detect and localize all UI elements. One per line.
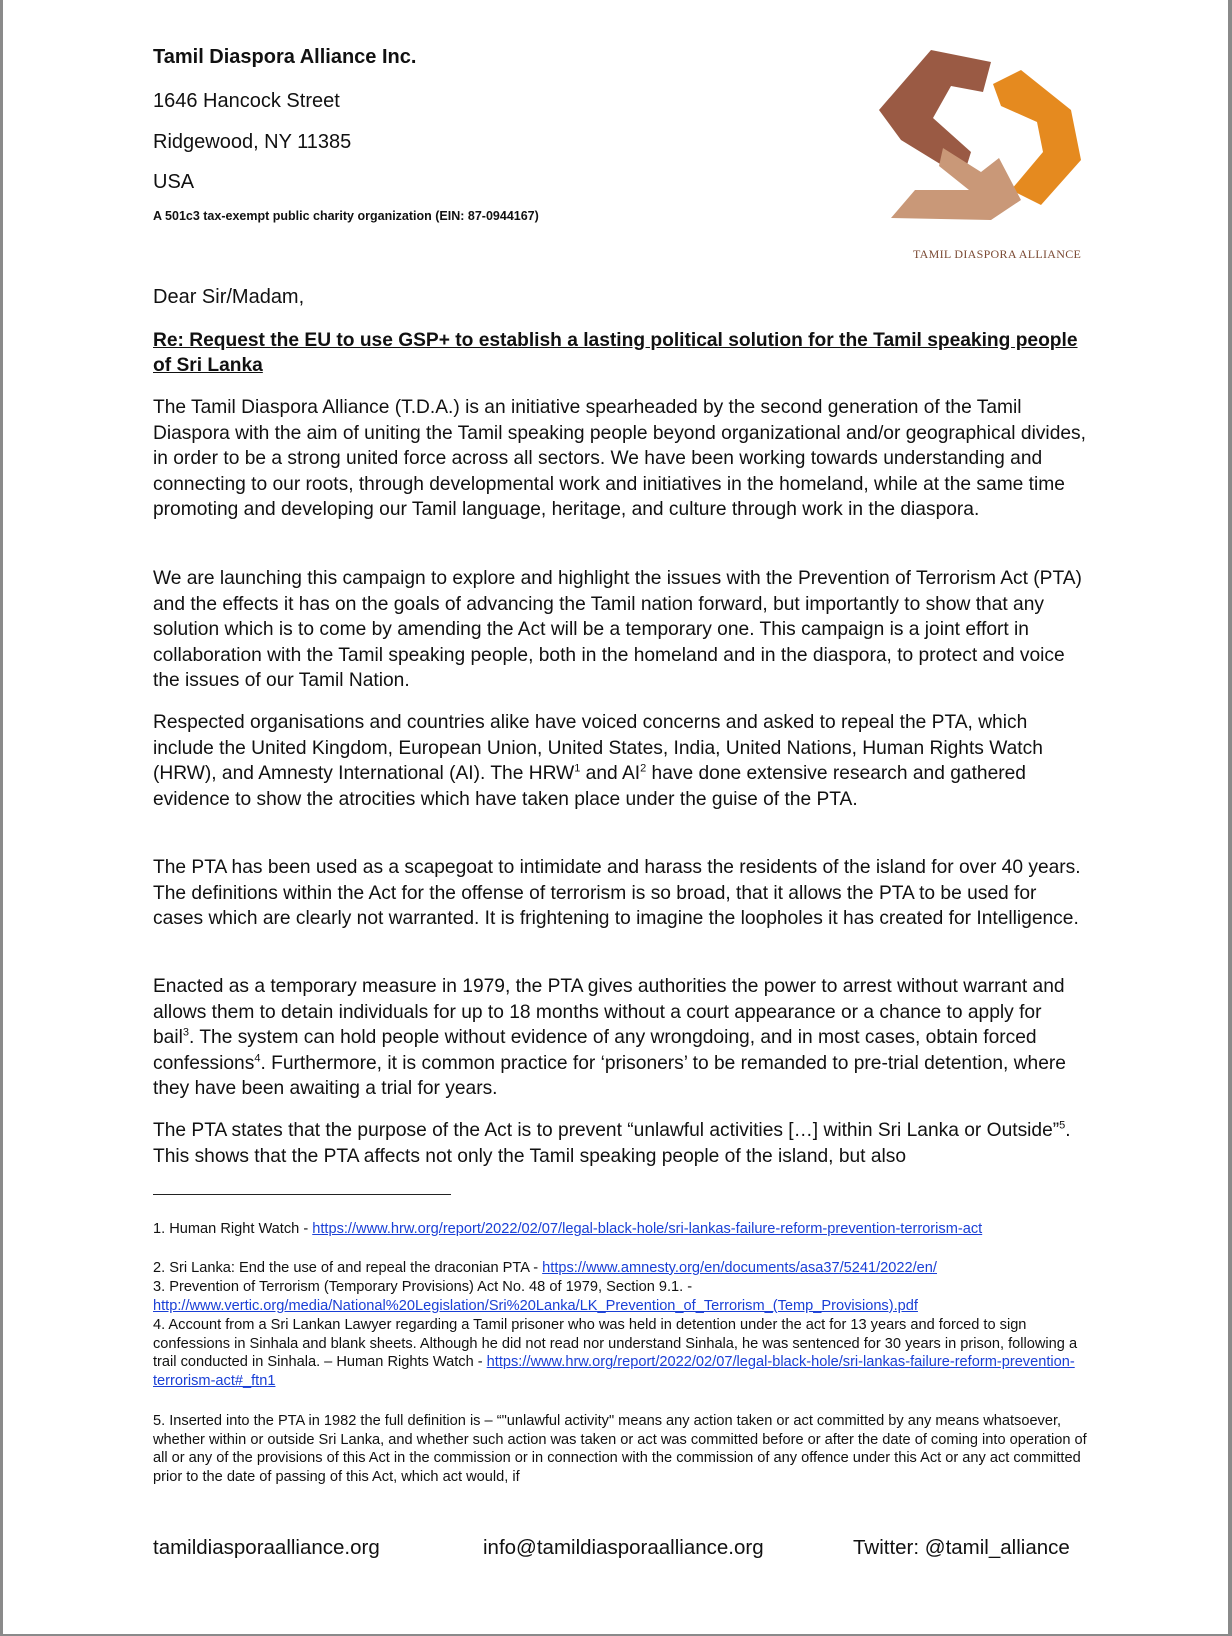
address-street: 1646 Hancock Street: [153, 90, 340, 112]
footnote-4: 4. Account from a Sri Lankan Lawyer regarding a Tamil prisoner who was held in detention under the act for 13 years and forced to sign confessions in Sinhala and blank sheets. Although he did not read nor understand Sinhala, he was sentenced for 30 years in prison, following a trail conducted in Sinhala. – Human Rights Watch - https://www.hrw.org/report/2022/02/07/legal-black-hole/sri-lankas-failure-reform-prevention-terrorism-act#_ftn1: [153, 1317, 1078, 1389]
org-name: Tamil Diaspora Alliance Inc.: [153, 46, 417, 68]
charity-note: A 501c3 tax-exempt public charity organization (EIN: 87-0944167): [153, 209, 539, 223]
footnote-3-link[interactable]: http://www.vertic.org/media/National%20Legislation/Sri%20Lanka/LK_Prevention_of_Terrorism_(Temp_Provisions).pdf: [153, 1297, 918, 1314]
footer-twitter[interactable]: Twitter: @tamil_alliance: [853, 1536, 1070, 1559]
salutation: Dear Sir/Madam,: [153, 286, 305, 308]
footer-email[interactable]: info@tamildiasporaalliance.org: [483, 1536, 764, 1559]
footnote-4-link[interactable]: https://www.hrw.org/report/2022/02/07/legal-black-hole/sri-lankas-failure-reform-prevention-terrorism-act#_ftn1: [153, 1354, 1075, 1389]
footnote-3: 3. Prevention of Terrorism (Temporary Provisions) Act No. 48 of 1979, Section 9.1. - http://www.vertic.org/media/National%20Legislation/Sri%20Lanka/LK_Prevention_of_Terrorism_(Temp_Provisions).pdf: [153, 1279, 918, 1314]
footnote-5: 5. Inserted into the PTA in 1982 the full definition is – “"unlawful activity" means any action taken or act committed by any means whatsoever, whether within or outside Sri Lanka, and whether such action was taken or act was committed before or after the date of coming into operation of all or any of the provisions of this Act in the commission or in connection with the commission of any offence under this Act or any act committed prior to the date of passing of this Act, which act would, if: [153, 1413, 1087, 1485]
address-country: USA: [153, 171, 195, 193]
address-city: Ridgewood, NY 11385: [153, 131, 352, 153]
letter-page: [3, 0, 1228, 1634]
footnote-1-link[interactable]: https://www.hrw.org/report/2022/02/07/legal-black-hole/sri-lankas-failure-reform-prevention-terrorism-act: [312, 1221, 983, 1237]
paragraph-6: The PTA states that the purpose of the Act is to prevent “unlawful activities […] within Sri Lanka or Outside”$^5$. This shows that the PTA affects not only the Tamil speaking people of the island, but also: [153, 1119, 1071, 1167]
footnote-2-link[interactable]: https://www.amnesty.org/en/documents/asa37/5241/2022/en/: [542, 1260, 937, 1276]
subject-line: Re: Request the EU to use GSP+ to establish a lasting political solution for the Tamil speaking people of Sri Lanka: [153, 330, 1078, 376]
paragraph-5: Enacted as a temporary measure in 1979, the PTA gives authorities the power to arrest without warrant and allows them to detain individuals for up to 18 months without a court appearance or a chance to apply for bail$^3$. The system can hold people without evidence of any wrongdoing, and in most cases, obtain forced confessions$^4$. Furthermore, it is common practice for ‘prisoners’ to be remanded to pre-trial detention, where they have been awaiting a trial for years.: [153, 976, 1066, 1100]
logo-caption: TAMIL DIASPORA ALLIANCE: [913, 247, 1082, 261]
paragraph-2: We are launching this campaign to explore and highlight the issues with the Prevention of Terrorism Act (PTA) and the effects it has on the goals of advancing the Tamil nation forward, but importantly to show that any solution which is to come by amending the Act will be a temporary one. This campaign is a joint effort in collaboration with the Tamil speaking people, both in the homeland and in the diaspora, to protect and voice the issues of our Tamil Nation.: [153, 568, 1082, 692]
paragraph-4: The PTA has been used as a scapegoat to intimidate and harass the residents of the island for over 40 years. The definitions within the Act for the offense of terrorism is so broad, that it allows the PTA to be used for cases which are clearly not warranted. It is frightening to imagine the loopholes it has created for Intelligence.: [153, 857, 1081, 930]
footnote-1: 1. Human Right Watch - https://www.hrw.org/report/2022/02/07/legal-black-hole/sri-lankas-failure-reform-prevention-terrorism-act: [153, 1221, 983, 1237]
footnote-divider: [153, 1194, 451, 1195]
logo-tan-shape: [891, 148, 1021, 220]
logo-brown-shape: [879, 50, 991, 178]
footnote-2: 2. Sri Lanka: End the use of and repeal the draconian PTA - https://www.amnesty.org/en/documents/asa37/5241/2022/en/: [153, 1260, 937, 1276]
paragraph-3: Respected organisations and countries alike have voiced concerns and asked to repeal the PTA, which include the United Kingdom, European Union, United States, India, United Nations, Human Rights Watch (HRW), and Amnesty International (AI). The HRW$^1$ and $AI^2$ have done extensive research and gathered evidence to show the atrocities which have taken place under the guise of the PTA.: [153, 712, 1043, 810]
paragraph-1: The Tamil Diaspora Alliance (T.D.A.) is an initiative spearheaded by the second generation of the Tamil Diaspora with the aim of uniting the Tamil speaking people beyond organizational and/or geographical divides, in order to be a strong united force across all sectors. We have been working towards understanding and connecting to our roots, through developmental work and initiatives in the homeland, while at the same time promoting and developing our Tamil language, heritage, and culture through work in the diaspora.: [153, 397, 1086, 521]
footer-website[interactable]: tamildiasporaalliance.org: [153, 1536, 380, 1559]
tda-logo: [871, 40, 1091, 272]
